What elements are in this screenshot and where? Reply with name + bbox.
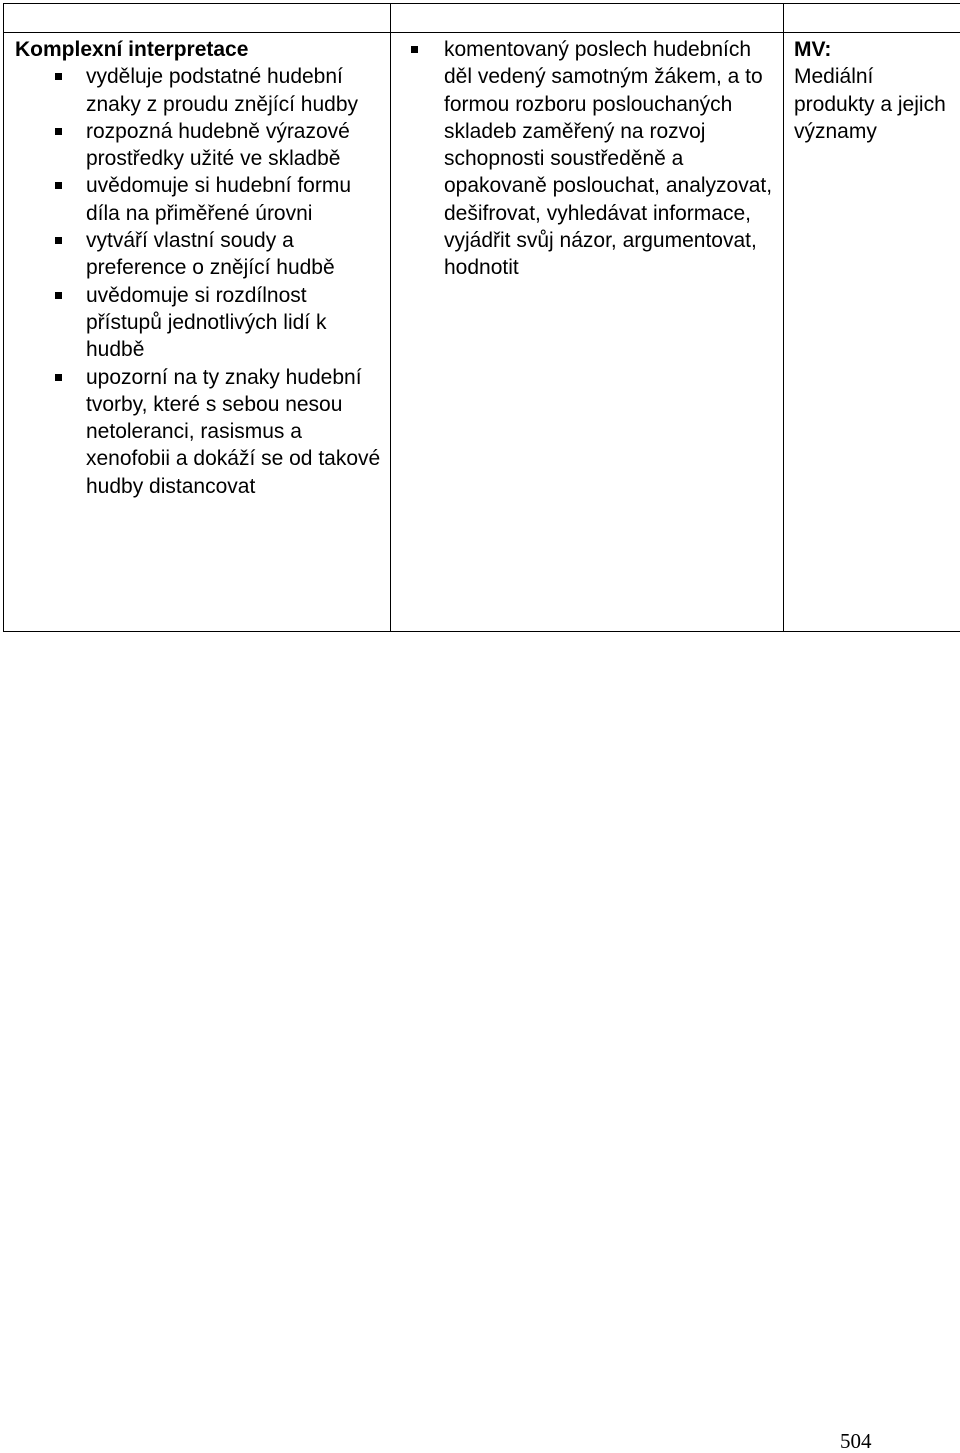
cross-topic-text: Mediální produkty a jejich významy [794, 65, 946, 143]
bullet-icon [55, 374, 62, 381]
list-item-text: uvědomuje si rozdílnost přístupů jednotlivých lidí k hudbě [86, 283, 327, 362]
bullet-icon [55, 128, 62, 135]
bullet-icon [411, 46, 418, 53]
activities-cell [391, 33, 784, 632]
list-item [409, 36, 779, 282]
header-cell-3 [784, 4, 960, 33]
curriculum-table [3, 3, 960, 632]
list-item [15, 364, 386, 500]
outcomes-cell [4, 33, 391, 632]
header-cell-1 [4, 4, 391, 33]
outcomes-list [15, 63, 386, 500]
list-item-text: vytváří vlastní soudy a preference o znějící hudbě [86, 229, 335, 280]
list-item-text: komentovaný poslech hudebních děl vedený samotným žákem, a to formou rozboru poslouchaných skladeb zaměřený na rozvoj schopnosti soustředěně a opakovaně poslouchat, analyzovat, dešifrovat, vyhledávat informace, vyjádřit svůj názor, argumentovat, hodnotit [444, 38, 773, 280]
cross-topic-label: MV: [794, 38, 832, 61]
list-item-text: upozorní na ty znaky hudební tvorby, které s sebou nesou netoleranci, rasismus a xenofobii a dokáží se od takové hudby distancovat [86, 365, 381, 498]
list-item [15, 227, 386, 282]
bullet-icon [55, 237, 62, 244]
page-number: 504 [840, 1429, 872, 1453]
table-header-row [4, 4, 960, 33]
list-item [15, 172, 386, 227]
table-content-row [4, 33, 960, 632]
activities-list [409, 36, 779, 282]
list-item [15, 118, 386, 173]
list-item [15, 282, 386, 364]
bullet-icon [55, 292, 62, 299]
header-cell-2 [391, 4, 784, 33]
list-item-text: vyděluje podstatné hudební znaky z proudu znějící hudby [86, 65, 358, 116]
list-item [15, 63, 386, 118]
bullet-icon [55, 73, 62, 80]
bullet-icon [55, 182, 62, 189]
list-item-text: rozpozná hudebně výrazové prostředky užité ve skladbě [86, 119, 350, 171]
list-item-text: uvědomuje si hudební formu díla na přiměřené úrovni [86, 174, 351, 225]
section-heading: Komplexní interpretace [15, 38, 249, 61]
cross-topic-cell [784, 33, 960, 632]
